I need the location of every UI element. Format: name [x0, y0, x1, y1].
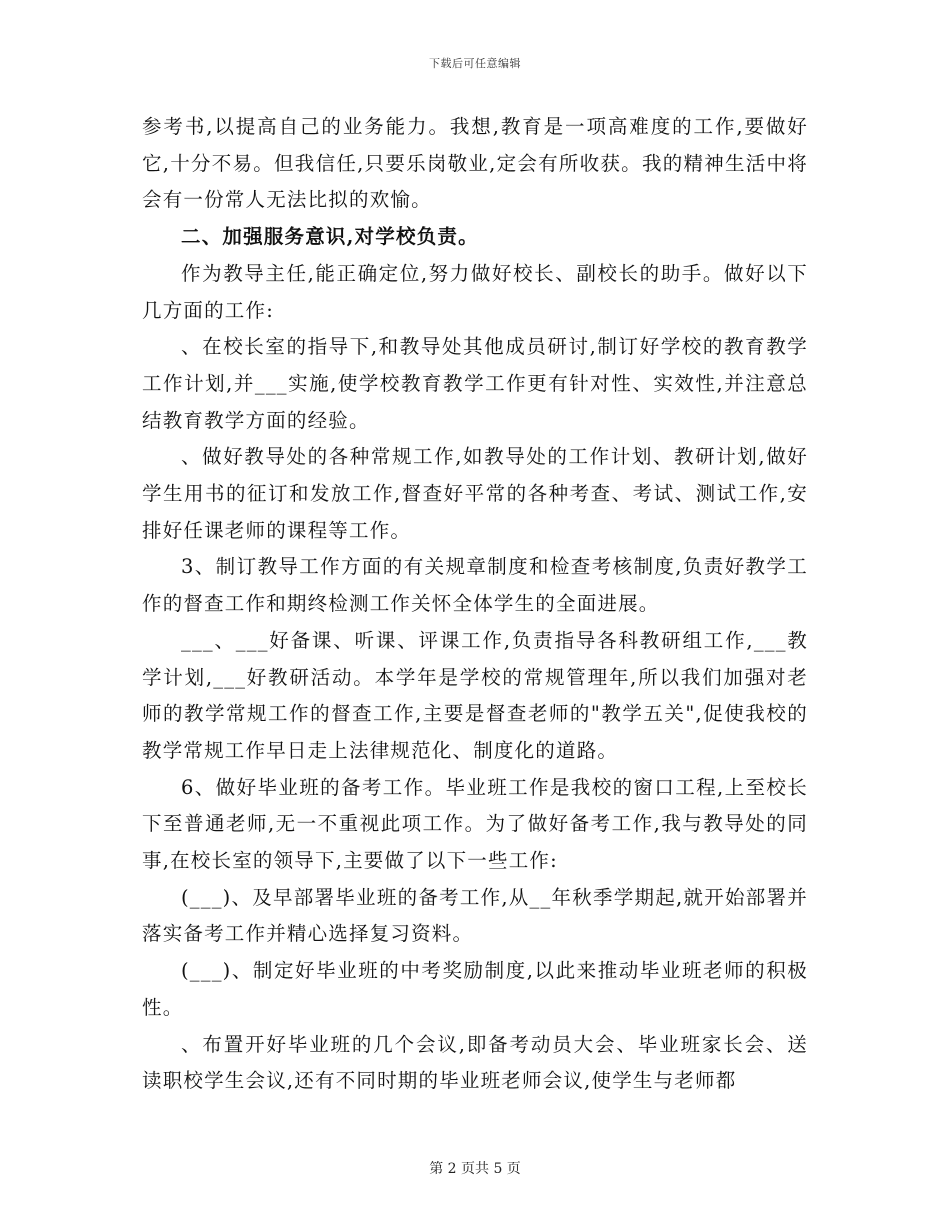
paragraph: 3、制订教导工作方面的有关规章制度和检查考核制度,负责好教学工作的督查工作和期终检测工作关怀全体学生的全面进展。	[142, 555, 808, 616]
paragraph: 6、做好毕业班的备考工作。毕业班工作是我校的窗口工程,上至校长下至普通老师,无一不重视此项工作。为了做好备考工作,我与教导处的同事,在校长室的领导下,主要做了以下一些工作:	[142, 775, 808, 873]
paragraph: 、布置开好毕业班的几个会议,即备考动员大会、毕业班家长会、送读职校学生会议,还有不同时期的毕业班老师会议,使学生与老师都	[142, 1032, 808, 1093]
document-body	[142, 109, 808, 1100]
page-header: 下载后可任意编辑	[429, 57, 521, 70]
paragraph: 参考书,以提高自己的业务能力。我想,教育是一项高难度的工作,要做好它,十分不易。但我信任,只要乐岗敬业,定会有所收获。我的精神生活中将会有一份常人无法比拟的欢愉。	[142, 115, 808, 212]
section-heading: 二、加强服务意识,对学校负责。	[181, 225, 479, 249]
page-footer: 第 2 页共 5 页	[429, 1161, 521, 1177]
paragraph: (___)、及早部署毕业班的备考工作,从__年秋季学期起,就开始部署并落实备考工作并精心选择复习资料。	[142, 885, 808, 946]
paragraph: 、做好教导处的各种常规工作,如教导处的工作计划、教研计划,做好学生用书的征订和发放工作,督查好平常的各种考查、考试、测试工作,安排好任课老师的课程等工作。	[142, 445, 808, 542]
paragraph: ___、___好备课、听课、评课工作,负责指导各科教研组工作,___教学计划,___好教研活动。本学年是学校的常规管理年,所以我们加强对老师的教学常规工作的督查工作,主要是督查老师的"教学五关",促使我校的教学常规工作早日走上法律规范化、制度化的道路。	[142, 628, 808, 762]
paragraph: 作为教导主任,能正确定位,努力做好校长、副校长的助手。做好以下几方面的工作:	[142, 261, 808, 322]
paragraph: (___)、制定好毕业班的中考奖励制度,以此来推动毕业班老师的积极性。	[142, 959, 808, 1019]
paragraph: 、在校长室的指导下,和教导处其他成员研讨,制订好学校的教育教学工作计划,并___实施,使学校教育教学工作更有针对性、实效性,并注意总结教育教学方面的经验。	[142, 335, 808, 432]
